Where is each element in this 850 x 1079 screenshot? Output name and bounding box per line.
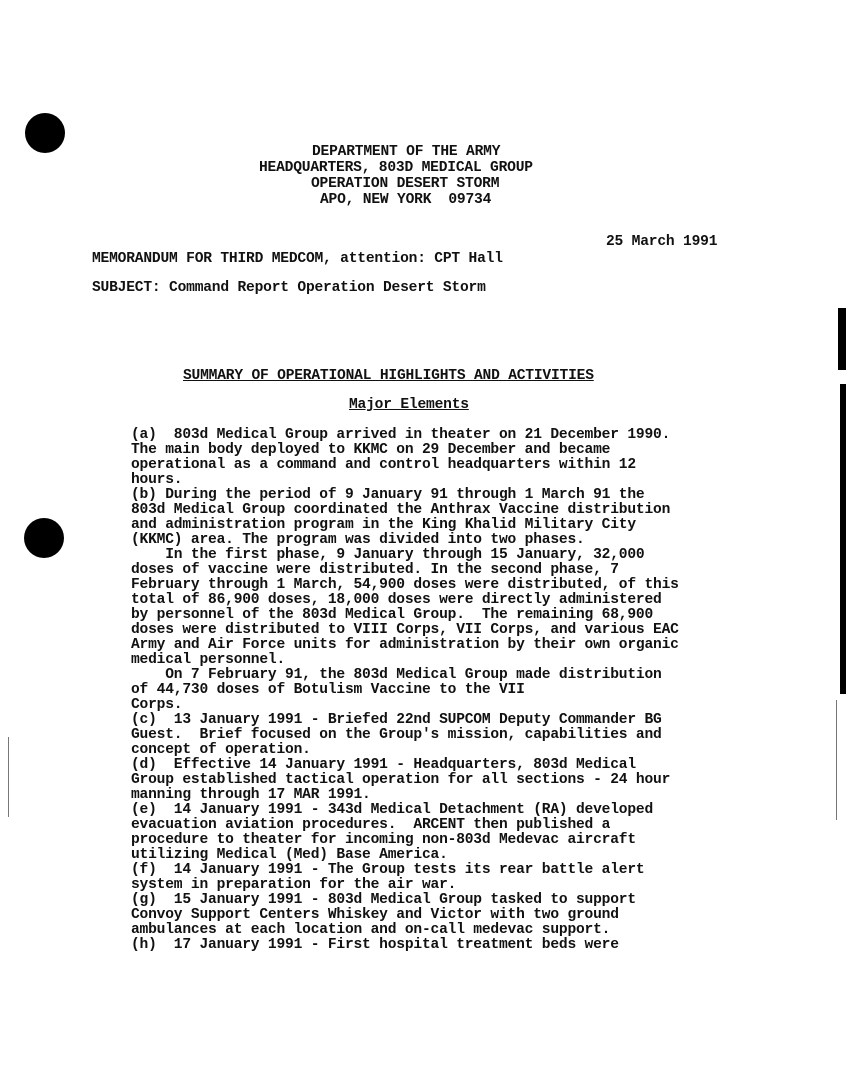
body-line: Army and Air Force units for administration by their own organic (131, 637, 679, 653)
memo-for-line: MEMORANDUM FOR THIRD MEDCOM, attention: CPT Hall (92, 251, 503, 267)
body-line: February through 1 March, 54,900 doses were distributed, of this (131, 577, 679, 593)
body-line: medical personnel. (131, 652, 286, 668)
body-line: In the first phase, 9 January through 15 January, 32,000 (131, 547, 645, 563)
section-subtitle: Major Elements (349, 397, 469, 413)
punch-hole-top (25, 113, 65, 153)
letterhead-line-1: DEPARTMENT OF THE ARMY (312, 144, 501, 160)
body-line: of 44,730 doses of Botulism Vaccine to the VII (131, 682, 525, 698)
body-line: evacuation aviation procedures. ARCENT then published a (131, 817, 611, 833)
letterhead-line-3: OPERATION DESERT STORM (311, 176, 500, 192)
letterhead-line-2: HEADQUARTERS, 803D MEDICAL GROUP (259, 160, 533, 176)
body-line: total of 86,900 doses, 18,000 doses were directly administered (131, 592, 662, 608)
body-line: (f) 14 January 1991 - The Group tests its rear battle alert (131, 862, 645, 878)
body-line: 803d Medical Group coordinated the Anthrax Vaccine distribution (131, 502, 671, 518)
scan-edge-mark-upper (838, 308, 846, 370)
body-line: (a) 803d Medical Group arrived in theater on 21 December 1990. (131, 427, 671, 443)
letterhead-line-4: APO, NEW YORK 09734 (320, 192, 492, 208)
body-line: Group established tactical operation for all sections - 24 hour (131, 772, 671, 788)
body-line: The main body deployed to KKMC on 29 December and became (131, 442, 611, 458)
punch-hole-middle (24, 518, 64, 558)
body-line: (c) 13 January 1991 - Briefed 22nd SUPCOM Deputy Commander BG (131, 712, 662, 728)
body-line: ambulances at each location and on-call medevac support. (131, 922, 611, 938)
body-line: and administration program in the King Khalid Military City (131, 517, 636, 533)
subject-line: SUBJECT: Command Report Operation Desert Storm (92, 280, 486, 296)
body-line: doses were distributed to VIII Corps, VII Corps, and various EAC (131, 622, 679, 638)
body-line: by personnel of the 803d Medical Group. The remaining 68,900 (131, 607, 654, 623)
body-line: Convoy Support Centers Whiskey and Victor with two ground (131, 907, 619, 923)
body-line: Corps. (131, 697, 183, 713)
body-line: (e) 14 January 1991 - 343d Medical Detachment (RA) developed (131, 802, 654, 818)
body-line: concept of operation. (131, 742, 311, 758)
body-line: (b) During the period of 9 January 91 through 1 March 91 the (131, 487, 645, 503)
scan-line-left (8, 737, 9, 817)
body-line: doses of vaccine were distributed. In the second phase, 7 (131, 562, 619, 578)
body-line: On 7 February 91, the 803d Medical Group made distribution (131, 667, 662, 683)
body-line: Guest. Brief focused on the Group's mission, capabilities and (131, 727, 662, 743)
body-line: manning through 17 MAR 1991. (131, 787, 371, 803)
scan-edge-mark-lower (840, 384, 846, 694)
memo-date: 25 March 1991 (606, 234, 718, 250)
body-line: (d) Effective 14 January 1991 - Headquarters, 803d Medical (131, 757, 636, 773)
scan-line-right (836, 700, 837, 820)
body-line: (g) 15 January 1991 - 803d Medical Group tasked to support (131, 892, 636, 908)
body-line: (KKMC) area. The program was divided into two phases. (131, 532, 585, 548)
body-line: operational as a command and control headquarters within 12 (131, 457, 636, 473)
body-line: (h) 17 January 1991 - First hospital treatment beds were (131, 937, 619, 953)
section-title: SUMMARY OF OPERATIONAL HIGHLIGHTS AND ACTIVITIES (183, 368, 594, 384)
body-line: hours. (131, 472, 183, 488)
body-line: utilizing Medical (Med) Base America. (131, 847, 448, 863)
body-line: procedure to theater for incoming non-803d Medevac aircraft (131, 832, 636, 848)
body-line: system in preparation for the air war. (131, 877, 457, 893)
